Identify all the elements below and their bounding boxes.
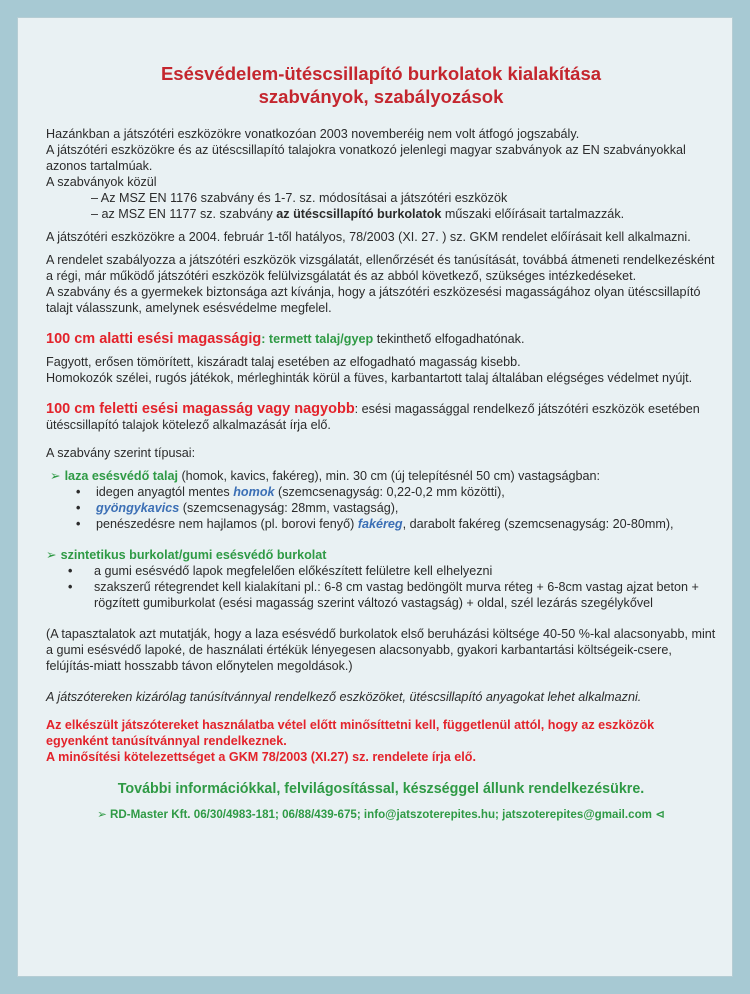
list-item: • szakszerű rétegrendet kell kialakítani pl.: 6-8 cm vastag bedöngölt murva réteg + 6-8cm vastag ajzat beton + rögzített gumiburkolat (esési magasság szerint változó vastagság) + oldal, szél lezárás szegélykővel <box>68 580 699 610</box>
bullet-icon: • <box>68 580 73 594</box>
list-item: • gyöngykavics (szemcsenagyság: 28mm, vastagság), <box>76 501 399 515</box>
tapasztalat-paragraph: (A tapasztalatok azt mutatják, hogy a laza esésvédő burkolatok első beruházási költsége 40-50 %-kal alacsonyabb, mint a gumi esésvédő lapoké, de használati értékük lényegesen alacsonyabb, gyakori karbantartási költségeik-csere, felújítás-miatt hosszabb távon előnytelen megoldások.) <box>46 627 716 673</box>
laza-list <box>46 484 716 532</box>
dash-item-2: – az MSZ EN 1177 sz. szabvány az ütéscsillapító burkolatok műszaki előírásait tartalmazzák. <box>91 207 625 221</box>
arrow-icon: ➢ <box>46 548 57 562</box>
title-line-2: szabványok, szabályozások <box>258 86 504 107</box>
gumi-list <box>46 563 716 611</box>
page-title <box>46 62 716 108</box>
intro-line-1: Hazánkban a játszótéri eszközökre vonatkozóan 2003 novemberéig nem volt átfogó jogszabály. <box>46 127 580 141</box>
dash-item-1: – Az MSZ EN 1176 szabvány és 1-7. sz. módosításai a játszótéri eszközök <box>91 191 508 205</box>
arrow-left-icon: ⊲ <box>655 808 665 821</box>
red-notice-2: A minősítési kötelezettséget a GKM 78/2003 (XI.27) sz. rendelete írja elő. <box>46 750 476 764</box>
rendelet-paragraph: A rendelet szabályozza a játszótéri eszközök vizsgálatát, ellenőrzését és tanúsítását, továbbá átmeneti rendelkezésként a régi, már működő játszótéri eszközök felülvizsgálatát és az abból következő, szükséges intézkedéseket. <box>46 253 715 283</box>
laza-heading: ➢ laza esésvédő talaj (homok, kavics, fakéreg), min. 30 cm (új telepítésnél 50 cm) vastagságban: <box>50 469 601 483</box>
red-notice-1: Az elkészült játszótereket használatba vétel előtt minősíttetni kell, függetlenül attól, hogy az eszközök egyenként tanúsítvánnyal rendelkeznek. <box>46 718 655 748</box>
fagyott-paragraph: Fagyott, erősen tömörített, kiszáradt talaj esetében az elfogadható magasság kisebb. <box>46 355 521 369</box>
bullet-icon: • <box>76 517 81 531</box>
bullet-icon: • <box>76 501 81 515</box>
over-100-heading: 100 cm feletti esési magasság vagy nagyobb: esési magassággal rendelkező játszótéri eszközök esetében ütéscsillapító talajok kötelező alkalmazását írja elő. <box>46 401 700 432</box>
list-item: • idegen anyagtól mentes homok (szemcsenagyság: 0,22-0,2 mm közötti), <box>76 485 505 499</box>
document-page <box>17 17 733 977</box>
bullet-icon: • <box>76 485 81 499</box>
types-heading: A szabvány szerint típusai: <box>46 446 196 460</box>
bullet-icon: • <box>68 564 73 578</box>
gkm-paragraph: A játszótéri eszközökre a 2004. február 1-től hatályos, 78/2003 (XI. 27. ) sz. GKM rendelet előírásait kell alkalmazni. <box>46 230 691 244</box>
gumi-heading: ➢ szintetikus burkolat/gumi esésvédő burkolat <box>46 548 327 562</box>
italic-paragraph: A játszótereken kizárólag tanúsítvánnyal rendelkező eszközöket, ütéscsillapító anyagokat lehet alkalmazni. <box>46 690 642 704</box>
szabvany-paragraph: A szabvány és a gyermekek biztonsága azt kívánja, hogy a játszótéri eszközesési magasságához olyan ütéscsillapító talajt válasszunk, amelynek esésvédelme megfelel. <box>46 285 701 315</box>
under-100-heading: 100 cm alatti esési magasságig: termett talaj/gyep tekinthető elfogadhatónak. <box>46 331 525 347</box>
list-item: • a gumi esésvédő lapok megfelelően előkészített felületre kell elhelyezni <box>68 564 493 578</box>
intro-line-3: A szabványok közül <box>46 175 157 189</box>
footer-main: További információkkal, felvilágosítással, készséggel állunk rendelkezésükre. <box>117 781 645 797</box>
document-content <box>46 62 716 823</box>
list-item: • penészedésre nem hajlamos (pl. borovi fenyő) fakéreg, darabolt fakéreg (szemcsenagyság: 20-80mm), <box>76 517 674 531</box>
intro-line-2: A játszótéri eszközökre és az ütéscsillapító talajokra vonatkozó jelenlegi magyar szabványok az EN szabványokkal azonos tartalmúak. <box>46 143 686 173</box>
arrow-icon: ➢ <box>97 808 107 821</box>
homokozok-paragraph: Homokozók szélei, rugós játékok, mérleghinták körül a füves, karbantartott talaj általában elégséges védelmet nyújt. <box>46 371 693 385</box>
title-line-1: Esésvédelem-ütéscsillapító burkolatok kialakítása <box>160 63 602 84</box>
footer-contact: ➢ RD-Master Kft. 06/30/4983-181; 06/88/439-675; info@jatszoterepites.hu; jatszoterepites@gmail.com ⊲ <box>97 808 665 821</box>
arrow-icon: ➢ <box>50 469 61 483</box>
